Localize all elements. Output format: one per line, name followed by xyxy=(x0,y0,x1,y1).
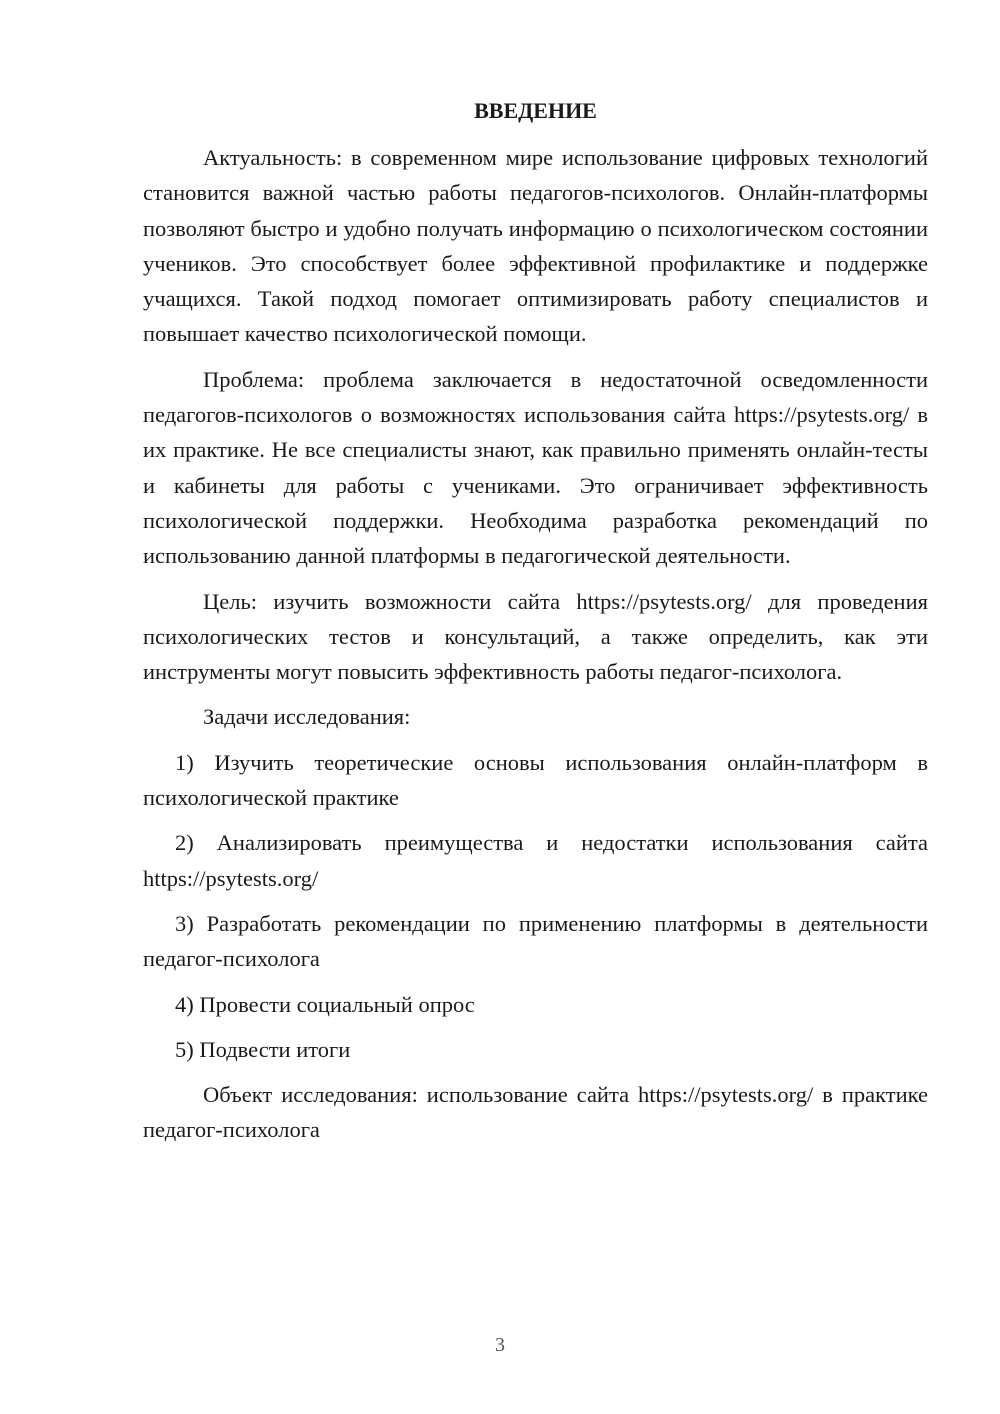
task-item-3: 3) Разработать рекомендации по применению платформы в деятельности педагог-психолога xyxy=(143,910,928,972)
task-item-4: 4) Провести социальный опрос xyxy=(175,991,475,1017)
goal-paragraph: Цель: изучить возможности сайта https://psytests.org/ для проведения психологических тестов и консультаций, а также определить, как эти инструменты могут повысить эффективность работы педагог-психолога. xyxy=(143,588,928,685)
section-title: ВВЕДЕНИЕ xyxy=(474,98,597,123)
relevance-paragraph: Актуальность: в современном мире использование цифровых технологий становится важной частью работы педагогов-психологов. Онлайн-платформы позволяют быстро и удобно получать информацию о психологическом состоянии учеников. Это способствует более эффективной профилактике и поддержке учащихся. Такой подход помогает оптимизировать работу специалистов и повышает качество психологической помощи. xyxy=(143,145,928,347)
page-number: 3 xyxy=(495,1334,505,1356)
task-item-1: 1) Изучить теоретические основы использования онлайн-платформ в психологической практике xyxy=(143,749,928,811)
object-paragraph: Объект исследования: использование сайта https://psytests.org/ в практике педагог-психолога xyxy=(143,1082,928,1143)
tasks-heading: Задачи исследования: xyxy=(203,704,411,730)
problem-paragraph: Проблема: проблема заключается в недостаточной осведомленности педагогов-психологов о возможностях использования сайта https://psytests.org/ в их практике. Не все специалисты знают, как правильно применять онлайн-тесты и кабинеты для работы с учениками. Это ограничивает эффективность психологической поддержки. Необходима разработка рекомендаций по использованию данной платформы в педагогической деятельности. xyxy=(143,366,928,569)
task-item-5: 5) Подвести итоги xyxy=(175,1036,351,1062)
task-item-2: 2) Анализировать преимущества и недостатки использования сайта https://psytests.org/ xyxy=(143,830,928,891)
page-content xyxy=(143,94,928,1158)
